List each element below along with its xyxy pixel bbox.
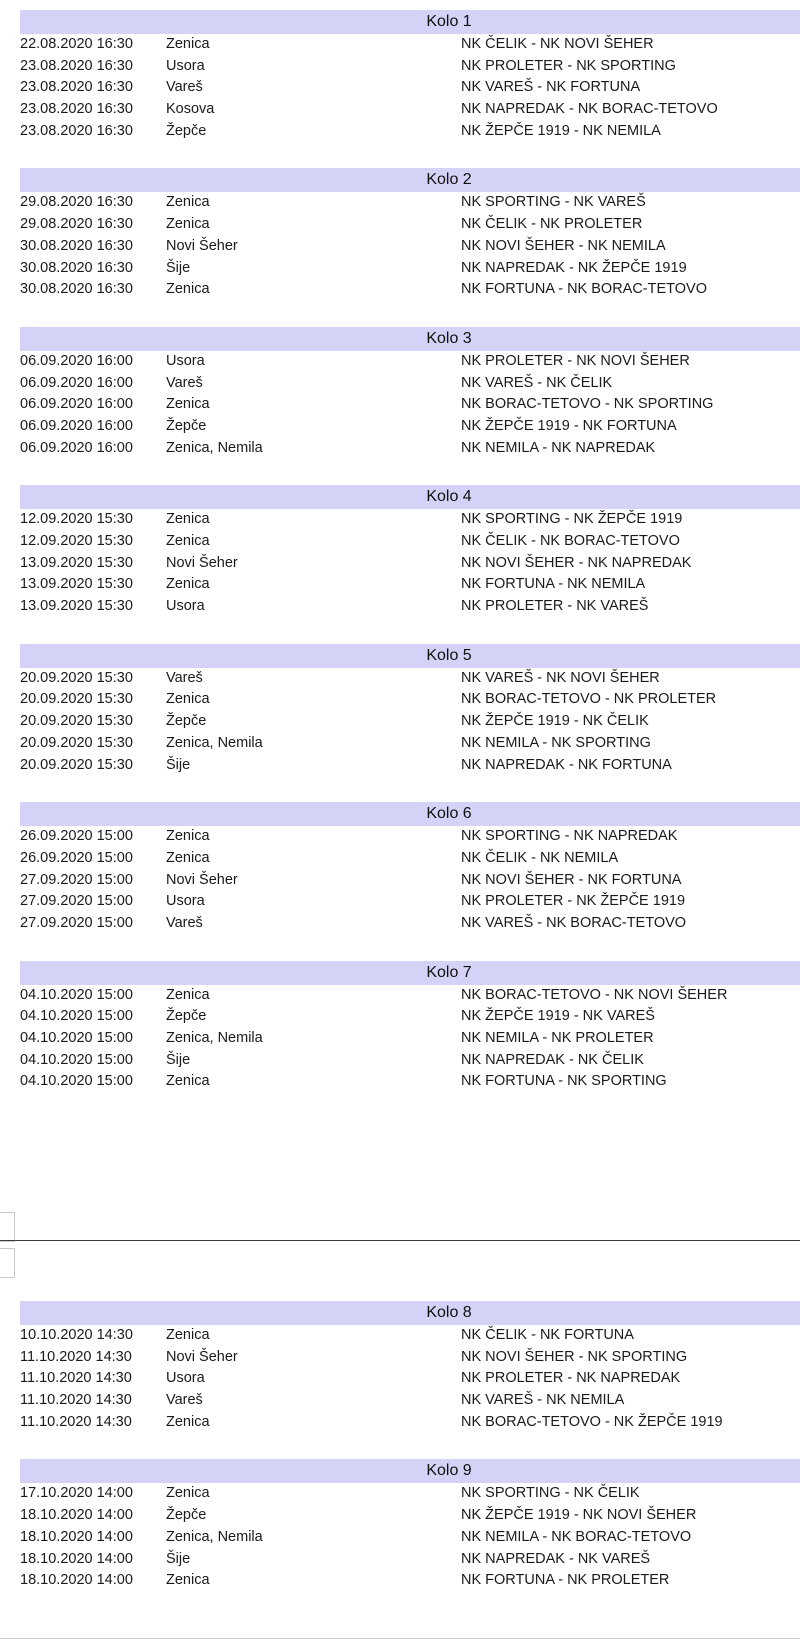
match-row: [20, 596, 800, 618]
match-date: 27.09.2020 15:00: [20, 871, 133, 888]
match-date: 23.08.2020 16:30: [20, 101, 133, 118]
match-venue: Vareš: [166, 1392, 203, 1409]
match-teams: NK NAPREDAK - NK FORTUNA: [461, 756, 672, 773]
match-venue: Žepče: [166, 1507, 207, 1524]
match-date: 20.09.2020 15:30: [20, 691, 133, 708]
match-venue: Vareš: [166, 374, 203, 391]
match-venue: Zenica: [166, 1572, 210, 1589]
match-teams: NK ČELIK - NK BORAC-TETOVO: [461, 533, 680, 549]
match-venue: Usora: [166, 1370, 205, 1387]
match-date: 30.08.2020 16:30: [20, 281, 133, 298]
round-header: [20, 327, 800, 351]
match-row: [20, 1412, 800, 1434]
match-teams: NK PROLETER - NK ŽEPČE 1919: [461, 893, 686, 910]
round-title: Kolo 8: [426, 1304, 472, 1321]
match-row: [20, 755, 800, 777]
match-row: [20, 985, 800, 1007]
match-date: 18.10.2020 14:00: [20, 1550, 133, 1567]
match-row: [20, 870, 800, 892]
match-teams: NK PROLETER - NK SPORTING: [461, 57, 676, 74]
margin-marker: [0, 1248, 15, 1278]
match-date: 17.10.2020 14:00: [20, 1485, 133, 1502]
match-venue: Zenica: [166, 511, 210, 528]
match-venue: Zenica: [166, 36, 210, 52]
match-teams: NK SPORTING - NK ČELIK: [461, 1485, 640, 1502]
round-block: [20, 1301, 800, 1433]
match-date: 18.10.2020 14:00: [20, 1572, 133, 1589]
round-title: Kolo 6: [426, 805, 472, 823]
match-row: [20, 214, 800, 236]
match-row: [20, 509, 800, 531]
match-date: 18.10.2020 14:00: [20, 1507, 133, 1524]
match-row: [20, 438, 800, 460]
match-venue: Zenica: [166, 986, 210, 1003]
match-venue: Kosova: [166, 101, 215, 118]
match-date: 13.09.2020 15:30: [20, 598, 133, 615]
match-row: [20, 351, 800, 373]
match-row: [20, 668, 800, 690]
match-date: 29.08.2020 16:30: [20, 194, 133, 211]
match-venue: Zenica: [166, 1413, 210, 1430]
match-venue: Zenica: [166, 691, 210, 708]
round-block: [20, 644, 800, 776]
match-date: 04.10.2020 15:00: [20, 986, 133, 1003]
match-row: [20, 373, 800, 395]
match-venue: Novi Šeher: [166, 237, 238, 254]
match-teams: NK FORTUNA - NK NEMILA: [461, 576, 646, 593]
margin-marker: [0, 1212, 15, 1242]
round-title: Kolo 5: [426, 646, 472, 664]
match-date: 23.08.2020 16:30: [20, 57, 133, 74]
page-break: [0, 1240, 800, 1241]
round-header: [20, 168, 800, 192]
round-header: [20, 644, 800, 668]
match-venue: Šije: [166, 1051, 191, 1068]
match-teams: NK FORTUNA - NK PROLETER: [461, 1572, 670, 1589]
match-teams: NK PROLETER - NK NOVI ŠEHER: [461, 352, 690, 369]
match-venue: Šije: [166, 259, 191, 276]
match-teams: NK PROLETER - NK VAREŠ: [461, 598, 649, 615]
match-teams: NK BORAC-TETOVO - NK NOVI ŠEHER: [461, 986, 728, 1003]
match-date: 04.10.2020 15:00: [20, 1073, 133, 1090]
match-teams: NK VAREŠ - NK FORTUNA: [461, 79, 641, 96]
match-venue: Zenica: [166, 1073, 210, 1090]
match-row: [20, 733, 800, 755]
match-venue: Šije: [166, 756, 191, 773]
match-row: [20, 1050, 800, 1072]
match-row: [20, 279, 800, 301]
match-venue: Zenica: [166, 849, 210, 866]
match-date: 20.09.2020 15:30: [20, 713, 133, 730]
match-row: [20, 99, 800, 121]
round-header: [20, 961, 800, 985]
match-venue: Zenica, Nemila: [166, 1030, 263, 1046]
match-teams: NK ČELIK - NK NEMILA: [461, 849, 619, 866]
match-venue: Zenica, Nemila: [166, 439, 263, 456]
match-date: 13.09.2020 15:30: [20, 576, 133, 593]
match-row: [20, 236, 800, 258]
match-venue: Zenica: [166, 828, 210, 845]
match-row: [20, 826, 800, 848]
match-teams: NK ŽEPČE 1919 - NK NOVI ŠEHER: [461, 1507, 697, 1524]
document-page-1: [0, 10, 800, 1119]
match-row: [20, 689, 800, 711]
round-title: Kolo 4: [426, 488, 472, 506]
match-row: [20, 394, 800, 416]
match-date: 04.10.2020 15:00: [20, 1030, 133, 1046]
round-title: Kolo 9: [426, 1462, 472, 1480]
match-venue: Žepče: [166, 713, 207, 730]
match-venue: Usora: [166, 352, 205, 369]
match-venue: Zenica: [166, 216, 210, 233]
match-date: 20.09.2020 15:30: [20, 734, 133, 751]
match-row: [20, 121, 800, 143]
match-venue: Usora: [166, 893, 205, 910]
match-row: [20, 1527, 800, 1549]
match-teams: NK ČELIK - NK NOVI ŠEHER: [461, 36, 654, 52]
match-venue: Usora: [166, 598, 205, 615]
match-date: 12.09.2020 15:30: [20, 533, 133, 549]
match-venue: Zenica: [166, 396, 210, 413]
match-row: [20, 192, 800, 214]
match-row: [20, 574, 800, 596]
match-teams: NK BORAC-TETOVO - NK PROLETER: [461, 691, 717, 708]
match-teams: NK ŽEPČE 1919 - NK ČELIK: [461, 713, 649, 730]
round-block: [20, 327, 800, 459]
match-row: [20, 1071, 800, 1093]
match-teams: NK FORTUNA - NK SPORTING: [461, 1073, 667, 1090]
match-row: [20, 34, 800, 56]
match-teams: NK NOVI ŠEHER - NK SPORTING: [461, 1348, 688, 1365]
match-date: 06.09.2020 16:00: [20, 352, 133, 369]
match-venue: Zenica, Nemila: [166, 1528, 263, 1545]
match-venue: Zenica: [166, 576, 210, 593]
match-row: [20, 1006, 800, 1028]
match-date: 23.08.2020 16:30: [20, 122, 133, 139]
round-header: [20, 10, 800, 34]
round-block: [20, 1459, 800, 1591]
match-row: [20, 1549, 800, 1571]
match-venue: Novi Šeher: [166, 871, 238, 888]
match-date: 06.09.2020 16:00: [20, 439, 133, 456]
match-date: 10.10.2020 14:30: [20, 1327, 133, 1343]
match-venue: Zenica: [166, 281, 210, 298]
match-date: 12.09.2020 15:30: [20, 511, 133, 528]
round-block: [20, 168, 800, 300]
match-teams: NK VAREŠ - NK ČELIK: [461, 374, 613, 391]
match-venue: Zenica: [166, 194, 210, 211]
match-row: [20, 891, 800, 913]
match-row: [20, 1325, 800, 1347]
match-teams: NK VAREŠ - NK NOVI ŠEHER: [461, 669, 660, 686]
match-row: [20, 258, 800, 280]
match-date: 23.08.2020 16:30: [20, 79, 133, 96]
match-teams: NK NAPREDAK - NK VAREŠ: [461, 1550, 651, 1567]
match-teams: NK VAREŠ - NK BORAC-TETOVO: [461, 914, 687, 931]
match-date: 26.09.2020 15:00: [20, 849, 133, 866]
match-teams: NK BORAC-TETOVO - NK SPORTING: [461, 396, 714, 413]
match-venue: Zenica, Nemila: [166, 734, 263, 751]
page-bottom-edge: [0, 1638, 800, 1639]
match-date: 04.10.2020 15:00: [20, 1051, 133, 1068]
match-row: [20, 711, 800, 733]
match-teams: NK NAPREDAK - NK BORAC-TETOVO: [461, 101, 718, 118]
match-teams: NK SPORTING - NK NAPREDAK: [461, 828, 678, 845]
match-venue: Žepče: [166, 1008, 207, 1025]
match-venue: Zenica: [166, 533, 210, 549]
round-block: [20, 10, 800, 142]
match-teams: NK BORAC-TETOVO - NK ŽEPČE 1919: [461, 1413, 723, 1430]
match-venue: Vareš: [166, 669, 203, 686]
round-title: Kolo 2: [426, 171, 472, 189]
match-date: 26.09.2020 15:00: [20, 828, 133, 845]
match-teams: NK NOVI ŠEHER - NK NAPREDAK: [461, 554, 692, 571]
match-date: 11.10.2020 14:30: [20, 1392, 132, 1409]
match-venue: Žepče: [166, 122, 207, 139]
match-venue: Vareš: [166, 79, 203, 96]
round-header: [20, 1301, 800, 1325]
match-teams: NK NEMILA - NK PROLETER: [461, 1030, 654, 1046]
match-row: [20, 913, 800, 935]
match-teams: NK ČELIK - NK FORTUNA: [461, 1327, 634, 1343]
match-date: 13.09.2020 15:30: [20, 554, 133, 571]
match-teams: NK SPORTING - NK VAREŠ: [461, 194, 646, 211]
match-date: 27.09.2020 15:00: [20, 893, 133, 910]
match-date: 20.09.2020 15:30: [20, 669, 133, 686]
round-header: [20, 485, 800, 509]
match-teams: NK ŽEPČE 1919 - NK FORTUNA: [461, 417, 677, 434]
match-teams: NK SPORTING - NK ŽEPČE 1919: [461, 511, 683, 528]
round-title: Kolo 1: [426, 13, 472, 30]
round-block: [20, 961, 800, 1093]
match-venue: Zenica: [166, 1327, 210, 1343]
match-date: 18.10.2020 14:00: [20, 1528, 133, 1545]
match-date: 11.10.2020 14:30: [20, 1370, 132, 1387]
match-date: 11.10.2020 14:30: [20, 1413, 132, 1430]
match-teams: NK FORTUNA - NK BORAC-TETOVO: [461, 281, 707, 298]
match-teams: NK NEMILA - NK NAPREDAK: [461, 439, 656, 456]
match-row: [20, 1390, 800, 1412]
round-header: [20, 1459, 800, 1483]
match-row: [20, 553, 800, 575]
match-venue: Usora: [166, 57, 205, 74]
match-row: [20, 1570, 800, 1592]
match-venue: Žepče: [166, 417, 207, 434]
match-teams: NK NEMILA - NK SPORTING: [461, 734, 651, 751]
match-row: [20, 77, 800, 99]
match-date: 30.08.2020 16:30: [20, 237, 133, 254]
match-teams: NK PROLETER - NK NAPREDAK: [461, 1370, 681, 1387]
match-date: 27.09.2020 15:00: [20, 914, 133, 931]
round-title: Kolo 3: [426, 329, 472, 347]
match-row: [20, 416, 800, 438]
match-row: [20, 1368, 800, 1390]
match-row: [20, 531, 800, 553]
match-venue: Vareš: [166, 914, 203, 931]
match-row: [20, 1028, 800, 1050]
match-date: 06.09.2020 16:00: [20, 396, 133, 413]
match-teams: NK NAPREDAK - NK ČELIK: [461, 1051, 644, 1068]
match-date: 22.08.2020 16:30: [20, 36, 133, 52]
round-header: [20, 802, 800, 826]
match-teams: NK VAREŠ - NK NEMILA: [461, 1392, 625, 1409]
match-teams: NK NAPREDAK - NK ŽEPČE 1919: [461, 259, 687, 276]
match-venue: Zenica: [166, 1485, 210, 1502]
match-teams: NK ŽEPČE 1919 - NK VAREŠ: [461, 1008, 655, 1025]
match-venue: Novi Šeher: [166, 1348, 238, 1365]
match-row: [20, 1347, 800, 1369]
match-venue: Novi Šeher: [166, 554, 238, 571]
match-teams: NK NOVI ŠEHER - NK FORTUNA: [461, 871, 682, 888]
match-date: 30.08.2020 16:30: [20, 259, 133, 276]
match-row: [20, 1505, 800, 1527]
match-teams: NK NOVI ŠEHER - NK NEMILA: [461, 237, 666, 254]
match-teams: NK ČELIK - NK PROLETER: [461, 216, 643, 233]
round-title: Kolo 7: [426, 963, 472, 981]
match-venue: Šije: [166, 1550, 191, 1567]
match-teams: NK ŽEPČE 1919 - NK NEMILA: [461, 122, 661, 139]
round-block: [20, 802, 800, 934]
match-date: 06.09.2020 16:00: [20, 417, 133, 434]
match-date: 06.09.2020 16:00: [20, 374, 133, 391]
match-row: [20, 1483, 800, 1505]
document-page-2: [0, 1301, 800, 1618]
match-date: 29.08.2020 16:30: [20, 216, 133, 233]
match-row: [20, 56, 800, 78]
match-row: [20, 848, 800, 870]
match-teams: NK NEMILA - NK BORAC-TETOVO: [461, 1528, 692, 1545]
match-date: 04.10.2020 15:00: [20, 1008, 133, 1025]
round-block: [20, 485, 800, 617]
match-date: 11.10.2020 14:30: [20, 1348, 132, 1365]
match-date: 20.09.2020 15:30: [20, 756, 133, 773]
